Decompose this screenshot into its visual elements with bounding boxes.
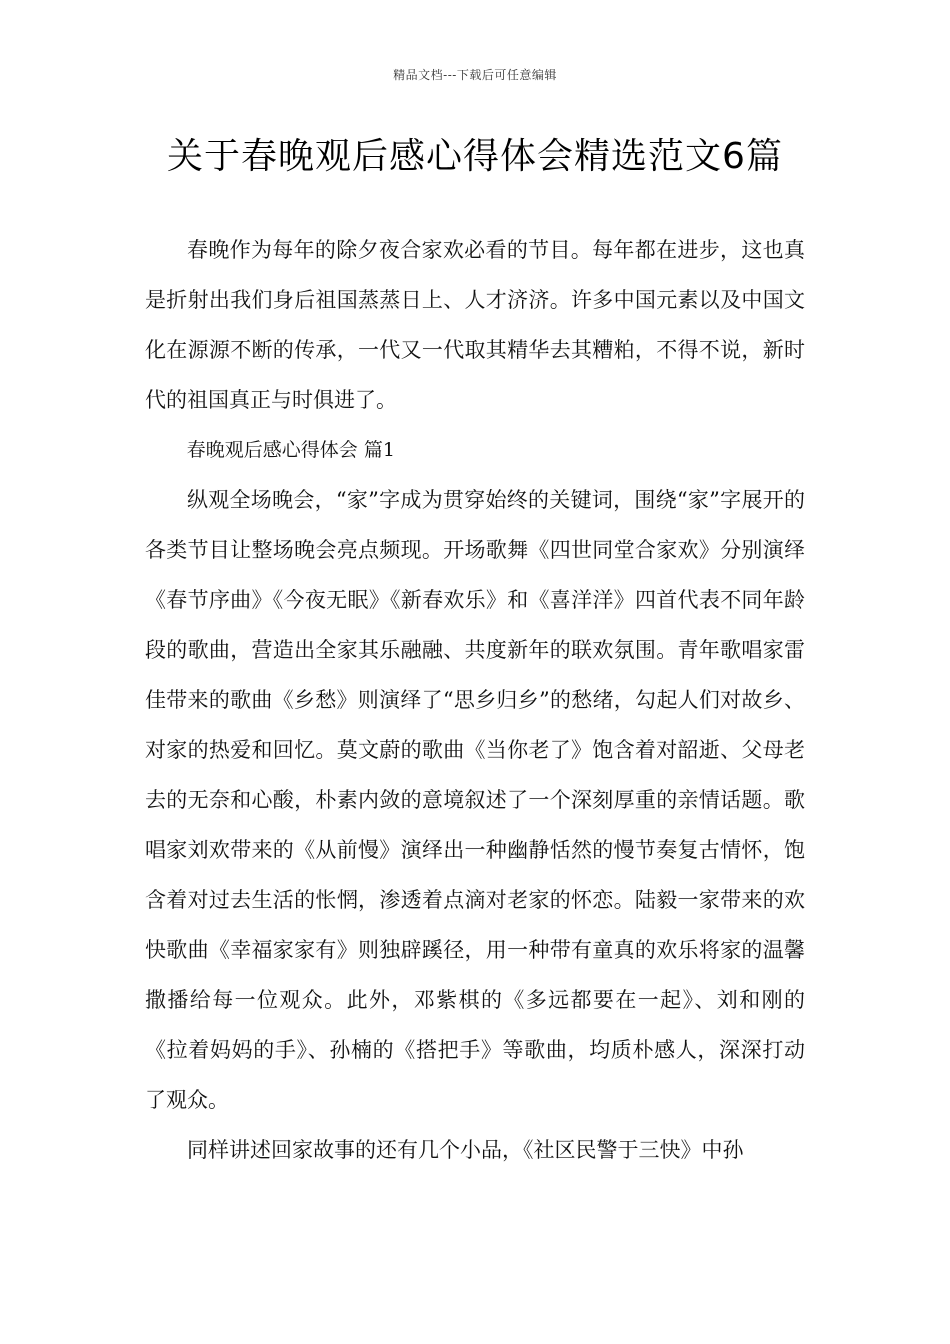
document-body (145, 225, 805, 1175)
header-note: 精品文档---下载后可任意编辑 (393, 68, 557, 82)
body-paragraph-continued: 同样讲述回家故事的还有几个小品，《社区民警于三快》中孙 (187, 1138, 744, 1162)
body-paragraph: 纵观全场晚会，“家”字成为贯穿始终的关键词，围绕“家”字展开的各类节目让整场晚会亮点频现。开场歌舞《四世同堂合家欢》分别演绎《春节序曲》《今夜无眠》《新春欢乐》和《喜洋洋》四首代表不同年龄段的歌曲，营造出全家其乐融融、共度新年的联欢氛围。青年歌唱家雷佳带来的歌曲《乡愁》则演绎了“思乡归乡”的愁绪，勾起人们对故乡、对家的热爱和回忆。莫文蔚的歌曲《当你老了》饱含着对韶逝、父母老去的无奈和心酸，朴素内敛的意境叙述了一个深刻厚重的亲情话题。歌唱家刘欢带来的《从前慢》演绎出一种幽静恬然的慢节奏复古情怀，饱含着对过去生活的怅惘，渗透着点滴对老家的怀恋。陆毅一家带来的欢快歌曲《幸福家家有》则独辟蹊径，用一种带有童真的欢乐将家的温馨撒播给每一位观众。此外，邓紫棋的《多远都要在一起》、刘和刚的《拉着妈妈的手》、孙楠的《搭把手》等歌曲，均质朴感人，深深打动了观众。 (145, 488, 805, 1112)
document-title: 关于春晚观后感心得体会精选范文6篇 (167, 136, 783, 177)
section-heading: 春晚观后感心得体会 篇1 (186, 439, 395, 461)
intro-paragraph: 春晚作为每年的除夕夜合家欢必看的节目。每年都在进步，这也真是折射出我们身后祖国蒸蒸日上、人才济济。许多中国元素以及中国文化在源源不断的传承，一代又一代取其精华去其糟粕，不得不说，新时代的祖国真正与时俱进了。 (145, 238, 805, 412)
